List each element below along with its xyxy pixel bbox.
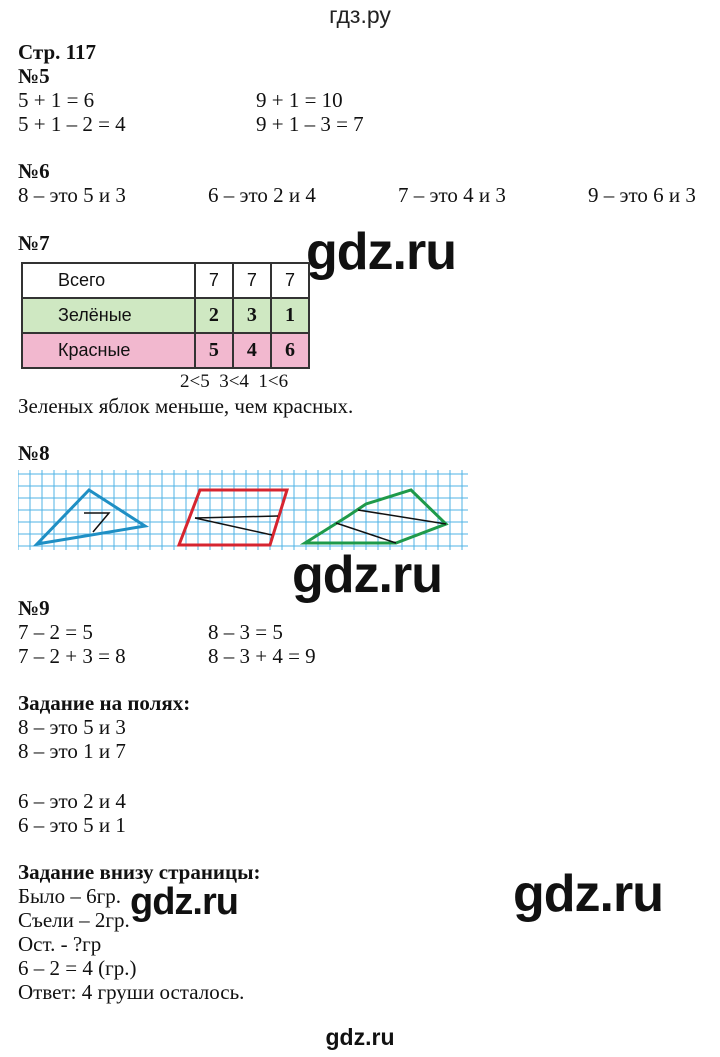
task6-item: 6 – это 2 и 4 — [208, 183, 316, 207]
task9-line: 8 – 3 = 5 — [208, 620, 283, 644]
task7-title: №7 — [18, 231, 50, 255]
task5-title: №5 — [18, 64, 50, 88]
table-cell-label: Красные — [22, 333, 195, 368]
bottom-task-title: Задание внизу страницы: — [18, 860, 261, 884]
task6-item: 7 – это 4 и 3 — [398, 183, 506, 207]
table-cell-label: Всего — [22, 263, 195, 298]
table-cell: 4 — [233, 333, 271, 368]
task5-line: 9 + 1 = 10 — [256, 88, 343, 112]
parallelogram-line — [195, 516, 278, 518]
task6-item: 8 – это 5 и 3 — [18, 183, 126, 207]
apples-table — [21, 262, 310, 369]
watermark: gdz.ru — [292, 546, 442, 604]
site-header: гдз.ру — [329, 2, 391, 28]
table-cell: 6 — [271, 333, 309, 368]
comparison: 2<5 3<4 1<6 — [180, 371, 289, 392]
task9-title: №9 — [18, 596, 50, 620]
task5-line: 5 + 1 – 2 = 4 — [18, 112, 126, 136]
task7-conclusion: Зеленых яблок меньше, чем красных. — [18, 394, 354, 418]
table-row-green — [22, 298, 309, 333]
margin-task-line: 8 – это 5 и 3 — [18, 715, 126, 739]
bottom-task-line: 6 – 2 = 4 (гр.) — [18, 956, 137, 980]
table-cell: 7 — [195, 263, 233, 298]
site-footer: gdz.ru — [325, 1024, 395, 1050]
shapes-grid — [18, 470, 468, 550]
watermark: gdz.ru — [513, 865, 663, 923]
watermark: gdz.ru — [130, 881, 238, 923]
task5-line: 9 + 1 – 3 = 7 — [256, 112, 364, 136]
margin-task-line: 6 – это 2 и 4 — [18, 789, 126, 813]
task6-item: 9 – это 6 и 3 — [588, 183, 696, 207]
task9-line: 7 – 2 = 5 — [18, 620, 93, 644]
table-cell-label: Зелёные — [22, 298, 195, 333]
table-cell: 7 — [233, 263, 271, 298]
watermark: gdz.ru — [306, 223, 456, 281]
table-row-total — [22, 263, 309, 298]
bottom-task-line: Ответ: 4 груши осталось. — [18, 980, 245, 1004]
page-reference: Стр. 117 — [18, 40, 96, 64]
task9-line: 7 – 2 + 3 = 8 — [18, 644, 126, 668]
task9-line: 8 – 3 + 4 = 9 — [208, 644, 316, 668]
margin-task-title: Задание на полях: — [18, 691, 191, 715]
table-cell: 5 — [195, 333, 233, 368]
grid-lines — [18, 470, 468, 550]
margin-task-line: 8 – это 1 и 7 — [18, 739, 126, 763]
bottom-task-line: Было – 6гр. — [18, 884, 122, 908]
table-cell: 7 — [271, 263, 309, 298]
task5-line: 5 + 1 = 6 — [18, 88, 95, 112]
task6-title: №6 — [18, 159, 50, 183]
table-cell: 3 — [233, 298, 271, 333]
bottom-task-line: Ост. - ?гр — [18, 932, 102, 956]
table-cell: 2 — [195, 298, 233, 333]
task8-title: №8 — [18, 441, 50, 465]
table-row-red — [22, 333, 309, 368]
table-cell: 1 — [271, 298, 309, 333]
margin-task-line: 6 – это 5 и 1 — [18, 813, 126, 837]
bottom-task-line: Съели – 2гр. — [18, 908, 130, 932]
